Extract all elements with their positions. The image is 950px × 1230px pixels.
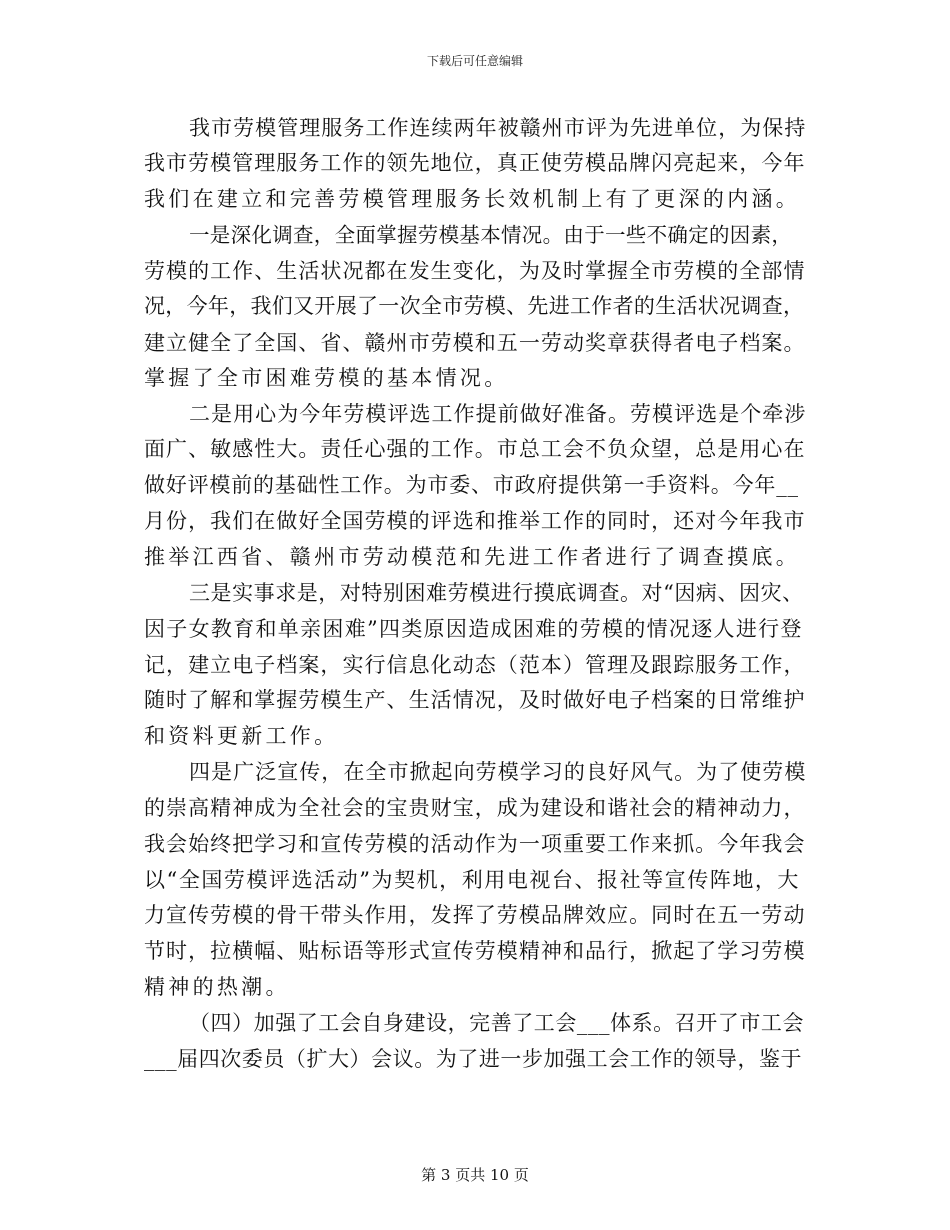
body-line: 节时，拉横幅、贴标语等形式宣传劳模精神和品行，掀起了学习劳模: [144, 939, 806, 963]
body-line: 我市劳模管理服务工作连续两年被赣州市评为先进单位，为保持: [189, 116, 807, 140]
body-line: 面广、敏感性大。责任心强的工作。市总工会不负众望，总是用心在: [144, 437, 806, 461]
body-line: 二是用心为今年劳模评选工作提前做好准备。劳模评选是个牵涉: [189, 402, 807, 426]
body-line: 四是广泛宣传，在全市掀起向劳模学习的良好风气。为了使劳模: [189, 760, 807, 784]
body-line: 因子女教育和单亲困难”四类原因造成困难的劳模的情况逐人进行登: [144, 617, 803, 641]
body-line: 记，建立电子档案，实行信息化动态（范本）管理及跟踪服务工作，: [144, 653, 806, 677]
body-line: 的崇高精神成为全社会的宝贵财宝，成为建设和谐社会的精神动力，: [144, 796, 806, 820]
body-line: 我市劳模管理服务工作的领先地位，真正使劳模品牌闪亮起来，今年: [144, 151, 806, 175]
body-line: 力宣传劳模的骨干带头作用，发挥了劳模品牌效应。同时在五一劳动: [144, 903, 806, 927]
body-line: 月份，我们在做好全国劳模的评选和推举工作的同时，还对今年我市: [144, 509, 806, 533]
body-line: 推举江西省、赣州市劳动模范和先进工作者进行了调查摸底。: [144, 545, 801, 569]
body-line: 我们在建立和完善劳模管理服务长效机制上有了更深的内涵。: [144, 187, 801, 211]
body-line: 建立健全了全国、省、赣州市劳模和五一劳动奖章获得者电子档案。: [144, 331, 806, 355]
body-line: 况，今年，我们又开展了一次全市劳模、先进工作者的生活状况调查，: [144, 294, 805, 318]
body-line: 三是实事求是，对特别困难劳模进行摸底调查。对“因病、因灾、: [189, 581, 804, 605]
body-line: 做好评模前的基础性工作。为市委、市政府提供第一手资料。今年__: [144, 473, 799, 497]
body-line: 一是深化调查，全面掌握劳模基本情况。由于一些不确定的因素，: [189, 223, 793, 247]
page-footer: 第 3 页共 10 页: [421, 1166, 529, 1184]
body-line: 随时了解和掌握劳模生产、生活情况，及时做好电子档案的日常维护: [144, 688, 806, 712]
body-line: 掌握了全市困难劳模的基本情况。: [144, 366, 509, 390]
page-header: 下载后可任意编辑: [426, 54, 523, 68]
body-line: ___届四次委员（扩大）会议。为了进一步加强工会工作的领导，鉴于: [144, 1047, 803, 1071]
body-line: 我会始终把学习和宣传劳模的活动作为一项重要工作来抓。今年我会: [144, 832, 806, 856]
body-line: （四）加强了工会自身建设，完善了工会___体系。召开了市工会: [189, 1011, 804, 1035]
body-line: 和资料更新工作。: [144, 724, 339, 748]
body-line: 精神的热潮。: [144, 975, 290, 999]
body-line: 劳模的工作、生活状况都在发生变化，为及时掌握全市劳模的全部情: [144, 259, 806, 283]
body-line: 以“全国劳模评选活动”为契机，利用电视台、报社等宣传阵地，大: [144, 868, 800, 892]
